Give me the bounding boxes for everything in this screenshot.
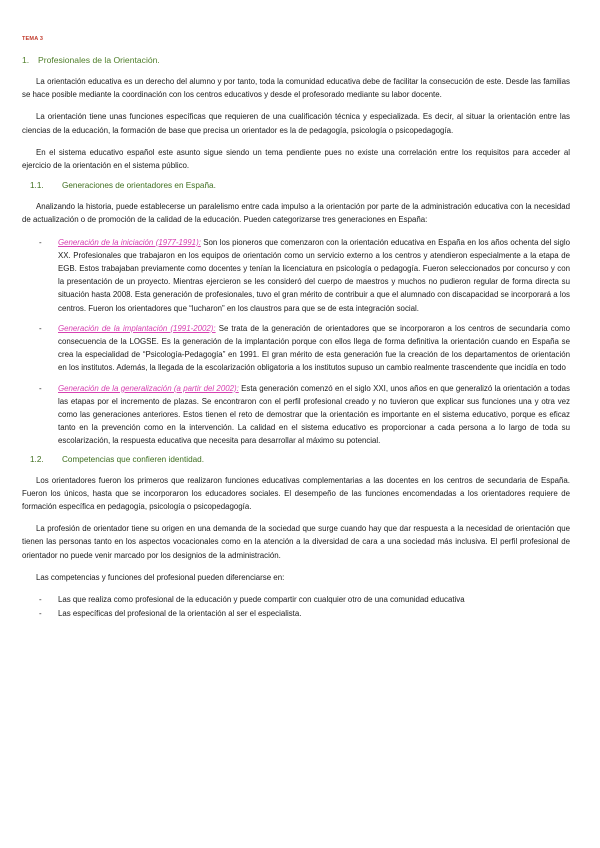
- dash-bullet: -: [39, 609, 42, 619]
- paragraph: La profesión de orientador tiene su origen en una demanda de la sociedad que surge cuando hay que dar respuesta a la necesidad de orientación que tienen las personas tanto en los aspectos vocacionales como en la atención a la diversidad de cara a una sociedad más inclusiva. El perfil profesional de orientador no puede venir marcado por los designios de la administración.: [22, 524, 570, 560]
- generations-list: [22, 236, 570, 448]
- generation-label: Generación de la implantación (1991-2002):: [58, 323, 216, 333]
- subsection-title: Competencias que confieren identidad.: [62, 454, 205, 464]
- list-item: [39, 593, 570, 606]
- section-number: 1.: [22, 55, 30, 65]
- list-item-text: Las específicas del profesional de la orientación al ser el especialista.: [58, 609, 302, 619]
- subsection-number: 1.1.: [30, 181, 44, 191]
- generation-label: Generación de la generalización (a partir del 2002):: [58, 383, 239, 393]
- paragraph: Analizando la historia, puede establecerse un paralelismo entre cada impulso a la orientación por parte de la administración educativa con la necesidad de actualización o de promoción de la calidad de la educación. Pueden categorizarse tres generaciones en España:: [22, 202, 570, 225]
- paragraph: En el sistema educativo español este asunto sigue siendo un tema pendiente pues no existe una correlación entre los requisitos para acceder al ejercicio de la orientación en el sistema público.: [22, 147, 570, 171]
- competencies-list: [22, 593, 570, 620]
- dash-bullet: -: [39, 383, 42, 393]
- list-item-text: Se trata de la generación de orientadores que se incorporaron a los centros de secundaria como consecuencia de la LOGSE. Es la generación de la implantación porque con ellos llega de forma definitiva la orientación cuando en España se crea la especialidad de “Psicología-Pedagogía” en 1991. El gran mérito de esta generación fue la creación de los departamentos de orientación en los institutos. Además, la llegada de la escolarización obligatoria a los institutos supuso un cambio realmente trascendente que incidía en todo: [58, 323, 571, 373]
- generation-label: Generación de la iniciación (1977-1991):: [58, 237, 201, 247]
- subsection-number: 1.2.: [30, 454, 44, 464]
- subsection-title: Generaciones de orientadores en España.: [62, 181, 216, 191]
- list-item-text: Esta generación comenzó en el siglo XXI, unos años en que generalizó la orientación a todas las etapas por el incremento de plazas. Se encontraron con el perfil profesional creado y no tuvieron que explicar sus funciones una y otra vez como las generaciones anteriores. Estos tienen el reto de demostrar que la orientación es importante en el sistema educativo, porque es eficaz tanto en la prevención como en la intervención. La calidad en el sistema educativo es proporcionar a cada persona a lo largo de toda su escolarización, la respuesta educativa que necesita para desarrollar al máximo su potencial.: [58, 383, 570, 446]
- dash-bullet: -: [39, 323, 42, 333]
- dash-bullet: -: [39, 237, 42, 247]
- list-item-text: Las que realiza como profesional de la educación y puede compartir con cualquier otro de una comunidad educativa: [58, 595, 465, 605]
- topic-label: TEMA 3: [22, 36, 44, 42]
- subsection-heading: [22, 181, 570, 190]
- list-item: [39, 607, 570, 620]
- paragraph: La orientación educativa es un derecho del alumno y por tanto, toda la comunidad educativa debe de facilitar la consecución de este. Desde las familias se hace posible mediante la coordinación con los centros educativos y desde el profesorado mediante su labor docente.: [22, 77, 570, 100]
- list-item: [39, 322, 570, 375]
- paragraph: La orientación tiene unas funciones específicas que requieren de una cualificación técnica y especializada. Es decir, al situar la orientación entre las ciencias de la educación, la formación de base que precisa un orientador es la de pedagogía, psicología o psicopedagogía.: [22, 112, 570, 135]
- subsection-heading: [22, 455, 570, 464]
- dash-bullet: -: [39, 595, 42, 605]
- list-item: [39, 382, 570, 448]
- list-item-text: Son los pioneros que comenzaron con la orientación educativa en España en los años ochenta del siglo XX. Profesionales que trabajaron en los equipos de orientación como un servicio externo a los centros y atendieron especialmente a la etapa de EGB. Estos trabajaban previamente como docentes y tenían la licenciatura en psicología o pedagogía. Fueron seleccionados por concurso y con la presentación de un proyecto. Mientras ejercieron se les consideró del cuerpo de maestros y muchos no pudieron regular de forma directa su situación hasta 2008. Esta generación de profesionales, tuvo el gran mérito de contribuir a que el alumnado con discapacidad se incorporará a los centros. Fueron los orientadores que “lucharon” en los claustros para que se de esta integración social.: [58, 237, 570, 313]
- section-title: Profesionales de la Orientación.: [38, 55, 160, 65]
- list-item: [39, 236, 570, 315]
- paragraph: Los orientadores fueron los primeros que realizaron funciones educativas complementarias a las docentes en los centros de secundaria de España. Fueron los únicos, hasta que se incorporaron los educadores sociales. El desempeño de las funciones encomendadas a los orientadores requiere de formación específica en pedagogía, psicología o psicopedagogía.: [22, 475, 570, 512]
- paragraph: Las competencias y funciones del profesional pueden diferenciarse en:: [36, 572, 285, 582]
- section-heading: [22, 55, 570, 65]
